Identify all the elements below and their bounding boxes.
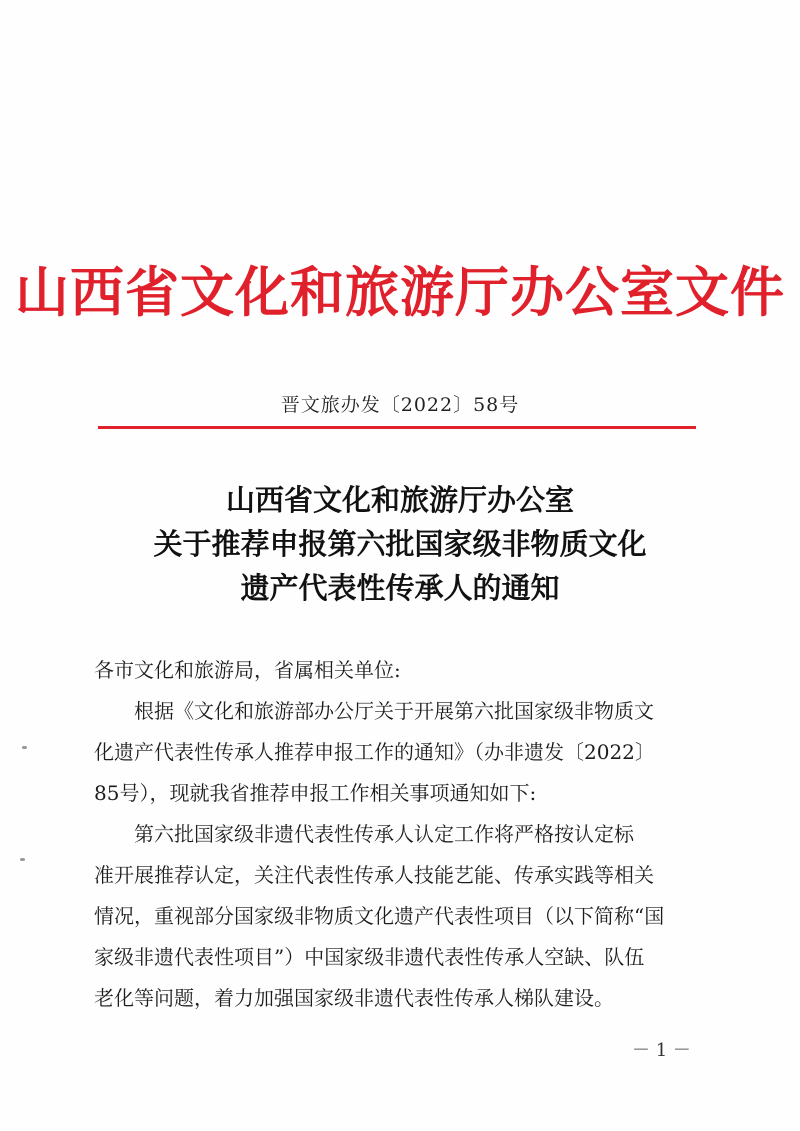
notice-body bbox=[94, 650, 698, 1019]
red-divider bbox=[98, 426, 696, 429]
title-line-2: 关于推荐申报第六批国家级非物质文化 bbox=[153, 527, 647, 561]
body-line: 第六批国家级非遗代表性传承人认定工作将严格按认定标 bbox=[134, 822, 634, 846]
page-number: － 1 － bbox=[632, 1040, 691, 1061]
salutation: 各市文化和旅游局，省属相关单位: bbox=[94, 658, 401, 682]
body-line: 准开展推荐认定，关注代表性传承人技能艺能、传承实践等相关 bbox=[94, 863, 654, 887]
issuer-title: 山西省文化和旅游厅办公室文件 bbox=[15, 260, 785, 324]
scan-speck bbox=[22, 746, 27, 749]
body-line: 根据《文化和旅游部办公厅关于开展第六批国家级非物质文 bbox=[134, 699, 654, 723]
document-number: 晋文旅办发〔2022〕58号 bbox=[280, 394, 520, 416]
notice-title bbox=[0, 478, 800, 610]
body-line: 老化等问题，着力加强国家级非遗代表性传承人梯队建设。 bbox=[94, 986, 614, 1010]
title-line-3: 遗产代表性传承人的通知 bbox=[240, 571, 560, 605]
body-line: 家级非遗代表性项目”）中国家级非遗代表性传承人空缺、队伍 bbox=[94, 945, 645, 969]
title-line-1: 山西省文化和旅游厅办公室 bbox=[225, 483, 574, 517]
body-line: 85号），现就我省推荐申报工作相关事项通知如下: bbox=[94, 781, 537, 805]
body-line: 化遗产代表性传承人推荐申报工作的通知》（办非遗发〔2022〕 bbox=[94, 740, 655, 764]
body-line: 情况，重视部分国家级非物质文化遗产代表性项目（以下简称“国 bbox=[94, 904, 665, 928]
scan-speck bbox=[20, 858, 25, 861]
